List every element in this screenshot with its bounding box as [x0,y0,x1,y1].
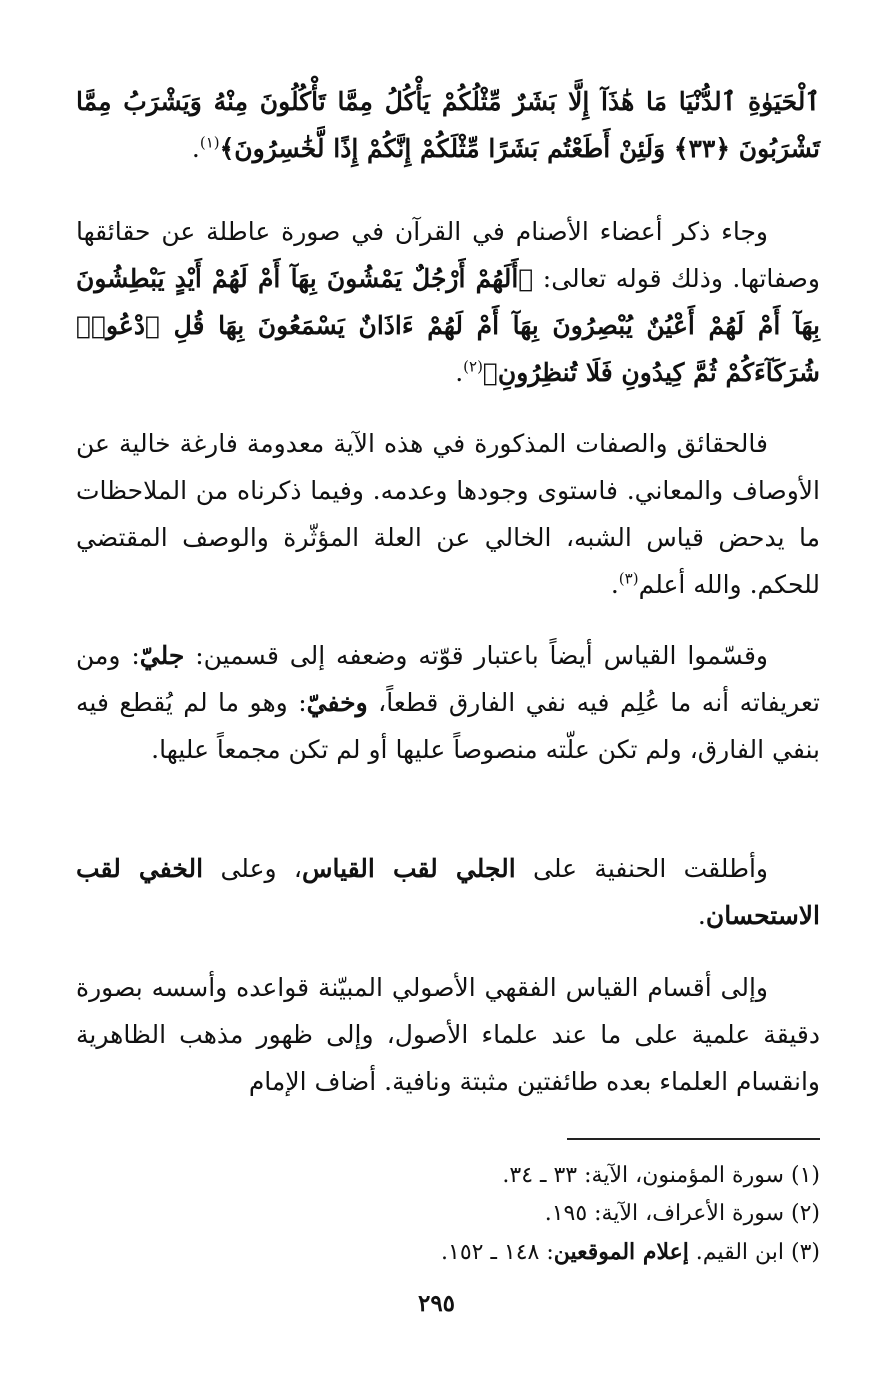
paragraph-hanafi-terms [76,845,820,939]
paragraph-qiyas-division [76,632,820,773]
paragraph-qiyas-sections: وإلى أقسام القياس الفقهي الأصولي المبيّنة قواعده وأسسه بصورة دقيقة علمية على ما عند علماء الأصول، وإلى ظهور مذهب الظاهرية وانقسام العلماء بعده طائفتين مثبتة ونافية. أضاف الإمام [76,973,820,1096]
footnote-2: (٢) سورة الأعراف، الآية: ١٩٥. [544,1201,820,1226]
footnote-text: (٣) ابن القيم. [688,1240,820,1265]
term-istihsan: الخفي لقب الاستحسان [76,854,820,930]
paragraph-text: . [697,901,706,930]
paragraph-text: وأطلقت الحنفية على [515,854,768,883]
sentence-end: . [191,134,200,163]
paragraph-text: : ومن تعريفاته أنه ما عُلِم فيه نفي الفارق قطعاً، [76,641,820,717]
paragraph-text: : وهو ما لم يُقطع فيه بنفي الفارق، ولم تكن علّته منصوصاً عليها أو لم تكن مجمعاً عليها. [76,688,820,764]
footnote-text: : ١٤٨ ـ ١٥٢. [441,1240,554,1265]
footnote-marker: (١) [199,133,220,152]
paragraph-text: وجاء ذكر أعضاء الأصنام في القرآن في صورة عاطلة عن حقائقها وصفاتها. وذلك قوله تعالى: [76,217,820,293]
sentence-end: . [610,570,619,599]
book-title: إعلام الموقعين [553,1239,689,1265]
page-number: ٢٩٥ [417,1290,456,1317]
footnote-marker: (٢) [463,357,483,376]
term-khafi: وخفيّ [306,688,368,717]
paragraph-text: ، وعلى [203,854,302,883]
footnote-1: (١) سورة المؤمنون، الآية: ٣٣ ـ ٣٤. [502,1163,820,1188]
paragraph-text: فالحقائق والصفات المذكورة في هذه الآية معدومة فارغة خالية عن الأوصاف والمعاني. فاستوى وجودها وعدمه. وفيما ذكرناه من الملاحظات ما يدحض قياس الشبه، الخالي عن العلة المؤثّرة والوصف المقتضي للحكم. والله أعلم [76,429,820,599]
term-qiyas: الجلي لقب القياس [301,854,516,883]
quran-verse: ٱلْحَيَوٰةِ ٱلدُّنْيَا مَا هَٰذَآ إِلَّا بَشَرٌ مِّثْلُكُمْ يَأْكُلُ مِمَّا تَأْكُلُونَ مِنْهُ وَيَشْرَبُ مِمَّا تَشْرَبُونَ ﴿٣٣﴾ وَلَئِنْ أَطَعْتُم بَشَرًا مِّثْلَكُمْ إِنَّكُمْ إِذًا لَّخَٰسِرُونَ﴾ [76,87,820,163]
paragraph-attributes [76,420,820,608]
footnote-separator [567,1138,820,1140]
sentence-end: . [455,358,464,387]
paragraph-quran-continuation [76,78,820,172]
paragraph-text: وقسّموا القياس أيضاً باعتبار قوّته وضعفه إلى قسمين: [184,641,768,670]
paragraph-idol-limbs [76,208,820,396]
footnote-marker: (٣) [618,569,639,588]
footnotes [76,1157,820,1272]
quran-verse: ﴿أَلَهُمْ أَرْجُلٌ يَمْشُونَ بِهَآ أَمْ لَهُمْ أَيْدٍ يَبْطِشُونَ بِهَآ أَمْ لَهُمْ أَعْيُنٌ يُبْصِرُونَ بِهَآ أَمْ لَهُمْ ءَاذَانٌ يَسْمَعُونَ بِهَا قُلِ ٱدْعُوا۟ شُرَكَآءَكُمْ ثُمَّ كِيدُونِ فَلَا تُنظِرُونِ﴾ [76,264,820,387]
footnote-3 [76,1233,820,1272]
term-jali: جليّ [139,641,185,670]
